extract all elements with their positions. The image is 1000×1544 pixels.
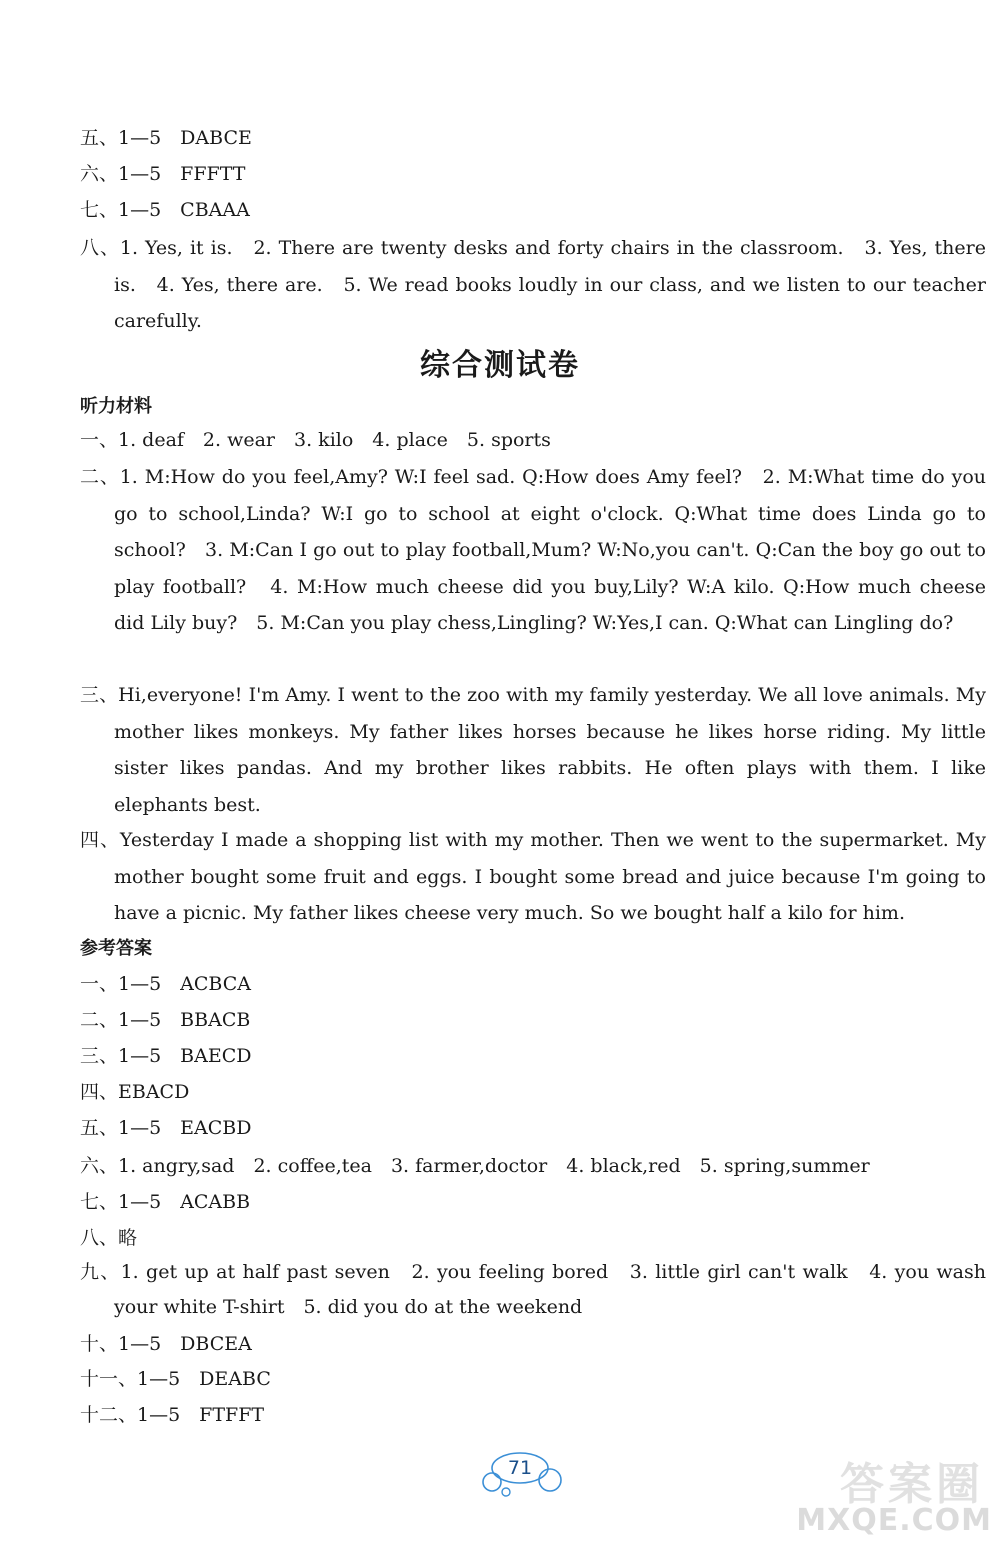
answer-item-2: 二、1—5 BBACB bbox=[80, 1009, 251, 1031]
answers-heading: 参考答案 bbox=[80, 938, 152, 959]
listening-item-1: 一、1. deaf 2. wear 3. kilo 4. place 5. sports bbox=[80, 429, 551, 451]
watermark-logo bbox=[742, 1448, 992, 1538]
answer-item-5: 五、1—5 EACBD bbox=[80, 1117, 252, 1139]
listening-item-4: 四、Yesterday I made a shopping list with my mother. Then we went to the supermarket. My mother bought some fruit and eggs. I bought some bread and juice because I'm going to have a picnic. My father likes cheese very much. So we bought half a kilo for him. bbox=[80, 829, 986, 924]
listening-item-3: 三、Hi,everyone! I'm Amy. I went to the zoo with my family yesterday. We all love animals. My mother likes monkeys. My father likes horses because he likes horse riding. My little sister likes pandas. And my brother likes rabbits. He often plays with them. I like elephants best. bbox=[80, 684, 986, 816]
page-number bbox=[480, 1450, 570, 1500]
prev-answer-7: 七、1—5 CBAAA bbox=[80, 199, 250, 221]
prev-answer-8: 八、1. Yes, it is. 2. There are twenty desks and forty chairs in the classroom. 3. Yes, there is. 4. Yes, there are. 5. We read books loudly in our class, and we listen to our teacher carefully. bbox=[80, 237, 986, 332]
answer-item-3: 三、1—5 BAECD bbox=[80, 1045, 252, 1067]
answer-item-9: 九、1. get up at half past seven 2. you feeling bored 3. little girl can't walk 4. you wash your white T-shirt 5. did you do at the weekend bbox=[80, 1261, 986, 1318]
answer-item-10: 十、1—5 DBCEA bbox=[80, 1333, 252, 1355]
watermark-cn: 答案圈 bbox=[840, 1459, 984, 1510]
answer-item-11: 十一、1—5 DEABC bbox=[80, 1368, 271, 1390]
prev-answer-6: 六、1—5 FFFTT bbox=[80, 163, 246, 185]
answer-item-7: 七、1—5 ACABB bbox=[80, 1191, 251, 1213]
watermark-site: MXQE.COM bbox=[796, 1503, 992, 1538]
answer-item-8: 八、略 bbox=[80, 1227, 138, 1249]
section-title: 综合测试卷 bbox=[420, 348, 580, 383]
answer-item-6: 六、1. angry,sad 2. coffee,tea 3. farmer,doctor 4. black,red 5. spring,summer bbox=[80, 1155, 870, 1177]
answer-item-1: 一、1—5 ACBCA bbox=[80, 973, 252, 995]
page-number-text: 71 bbox=[507, 1457, 533, 1479]
answer-item-12: 十二、1—5 FTFFT bbox=[80, 1404, 265, 1426]
listening-heading: 听力材料 bbox=[80, 396, 152, 417]
listening-item-2: 二、1. M:How do you feel,Amy? W:I feel sad. Q:How does Amy feel? 2. M:What time do you go to school,Linda? W:I go to school at eight o'clock. Q:What time does Linda go to school? 3. M:Can I go out to play football,Mum? W:No,you can't. Q:Can the boy go out to play football? 4. M:How much cheese did you buy,Lily? W:A kilo. Q:How much cheese did Lily buy? 5. M:Can you play chess,Lingling? W:Yes,I can. Q:What can Lingling do? bbox=[80, 466, 986, 634]
prev-answer-5: 五、1—5 DABCE bbox=[80, 127, 252, 149]
answer-item-4: 四、EBACD bbox=[80, 1081, 190, 1103]
